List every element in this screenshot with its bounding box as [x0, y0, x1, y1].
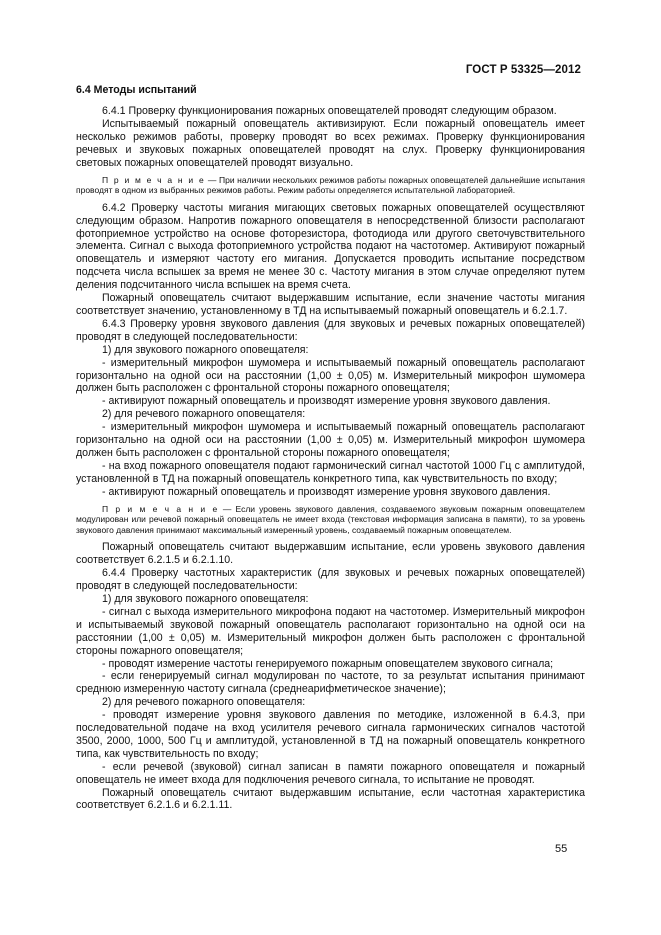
paragraph-6-4-1: 6.4.1 Проверку функционирования пожарных оповещателей проводят следующим образом.	[102, 105, 557, 117]
note-text: — Если уровень звукового давления, создаваемого звуковым пожарным оповещателем модулирован или речевой пожарный оповещатель не имеет входа (текстовая информация записана в памяти), то за уровень звукового давления принимают максимальный измеренный уровень, создаваемый пожарным оповещателем.	[76, 503, 585, 535]
note	[76, 175, 585, 196]
paragraph: Испытываемый пожарный оповещатель активизируют. Если пожарный оповещатель имеет несколько режимов работы, проверку проводят во всех режимах. Проверку функционирования речевых и звуковых пожарных оповещателей проводят на слух. Проверку функционирования световых пожарных оповещателей проводят визуально.	[76, 117, 585, 169]
list-item: - измерительный микрофон шумомера и испытываемый пожарный оповещатель располагают горизонтально на одной оси на расстоянии (1,00 ± 0,05) м. Измерительный микрофон шумомера должен быть расположен с фронтальной стороны пожарного оповещателя;	[76, 421, 585, 459]
page-content	[76, 84, 585, 812]
note-label: П р и м е ч а н и е	[102, 503, 219, 514]
section-title: 6.4 Методы испытаний	[76, 84, 197, 96]
paragraph-6-4-3: 6.4.3 Проверку уровня звукового давления (для звуковых и речевых пожарных оповещателей) проводят в следующей последовательности:	[76, 317, 585, 343]
list-item: 1) для звукового пожарного оповещателя:	[102, 343, 309, 356]
paragraph: Пожарный оповещатель считают выдержавшим испытание, если уровень звукового давления соответствует 6.2.1.5 и 6.2.1.10.	[76, 541, 585, 567]
list-item: - активируют пожарный оповещатель и производят измерение уровня звукового давления.	[102, 485, 551, 498]
paragraph-6-4-4: 6.4.4 Проверку частотных характеристик (для звуковых и речевых пожарных оповещателей) проводят в следующей последовательности:	[76, 567, 585, 593]
list-item: - сигнал с выхода измерительного микрофона подают на частотомер. Измерительный микрофон и испытываемый звуковой пожарный оповещатель располагают горизонтально на одной оси на расстоянии (1,00 ± 0,05) м. Измерительный микрофон должен быть расположен с фронтальной стороны пожарного оповещателя;	[76, 605, 585, 657]
standard-number: ГОСТ Р 53325—2012	[465, 64, 581, 76]
list-item: - проводят измерение уровня звукового давления по методике, изложенной в 6.4.3, при последовательной подаче на вход усилителя речевого сигнала гармонических сигналов частотой 3500, 2000, 1000, 500 Гц и амплитудой, установленной в ТД на пожарный оповещатель конкретного типа, как чувствительность по входу;	[76, 709, 585, 760]
list-item: - активируют пожарный оповещатель и производят измерение уровня звукового давления.	[102, 395, 551, 408]
list-item: - проводят измерение частоты генерируемого пожарным оповещателем звукового сигнала;	[102, 657, 554, 670]
note	[76, 504, 585, 536]
list-item: 2) для речевого пожарного оповещателя:	[102, 696, 306, 709]
list-item: - измерительный микрофон шумомера и испытываемый пожарный оповещатель располагают горизонтально на одной оси на расстоянии (1,00 ± 0,05) м. Измерительный микрофон шумомера должен быть расположен с фронтальной стороны пожарного оповещателя;	[76, 356, 585, 395]
list-item: - на вход пожарного оповещателя подают гармонический сигнал частотой 1000 Гц с амплитудой, установленной в ТД на пожарный оповещатель конкретного типа, как чувствительность по входу;	[76, 459, 585, 485]
list-item: 2) для речевого пожарного оповещателя:	[102, 408, 306, 421]
list-item: - если генерируемый сигнал модулирован по частоте, то за результат испытания принимают среднюю измеренную частоту сигнала (среднеарифметическое значение);	[76, 670, 585, 696]
note-label: П р и м е ч а н и е	[102, 174, 206, 185]
paragraph: Пожарный оповещатель считают выдержавшим испытание, если значение частоты мигания соответствует значению, установленному в ТД на испытываемый пожарный оповещатель и 6.2.1.7.	[76, 292, 585, 317]
paragraph-6-4-2: 6.4.2 Проверку частоты мигания мигающих световых пожарных оповещателей осуществляют следующим образом. Напротив пожарного оповещателя в непосредственной близости располагают фотоприемное устройство на основе фоторезистора, фотодиода или другого светочувствительного элемента. Сигнал с выхода фотоприемного устройства подают на частотомер. Активируют пожарный оповещатель и измеряют частоту его мигания. Допускается проводить испытание посредством подсчета числа вспышек за время не менее 30 с. Частоту мигания в этом случае определяют путем деления подсчитанного числа вспышек на время счета.	[76, 201, 585, 292]
note-text: — При наличии нескольких режимов работы пожарных оповещателей дальнейшие испытания проводят в одном из выбранных режимов работы. Режим работы определяется испытательной лабораторией.	[76, 174, 585, 196]
list-item: 1) для звукового пожарного оповещателя:	[102, 592, 309, 605]
list-item: - если речевой (звуковой) сигнал записан в памяти пожарного оповещателя и пожарный оповещатель не имеет входа для подключения речевого сигнала, то испытание не проводят.	[76, 760, 585, 786]
page-number: 55	[555, 843, 568, 855]
paragraph: Пожарный оповещатель считают выдержавшим испытание, если частотная характеристика соответствует 6.2.1.6 и 6.2.1.11.	[76, 786, 585, 812]
